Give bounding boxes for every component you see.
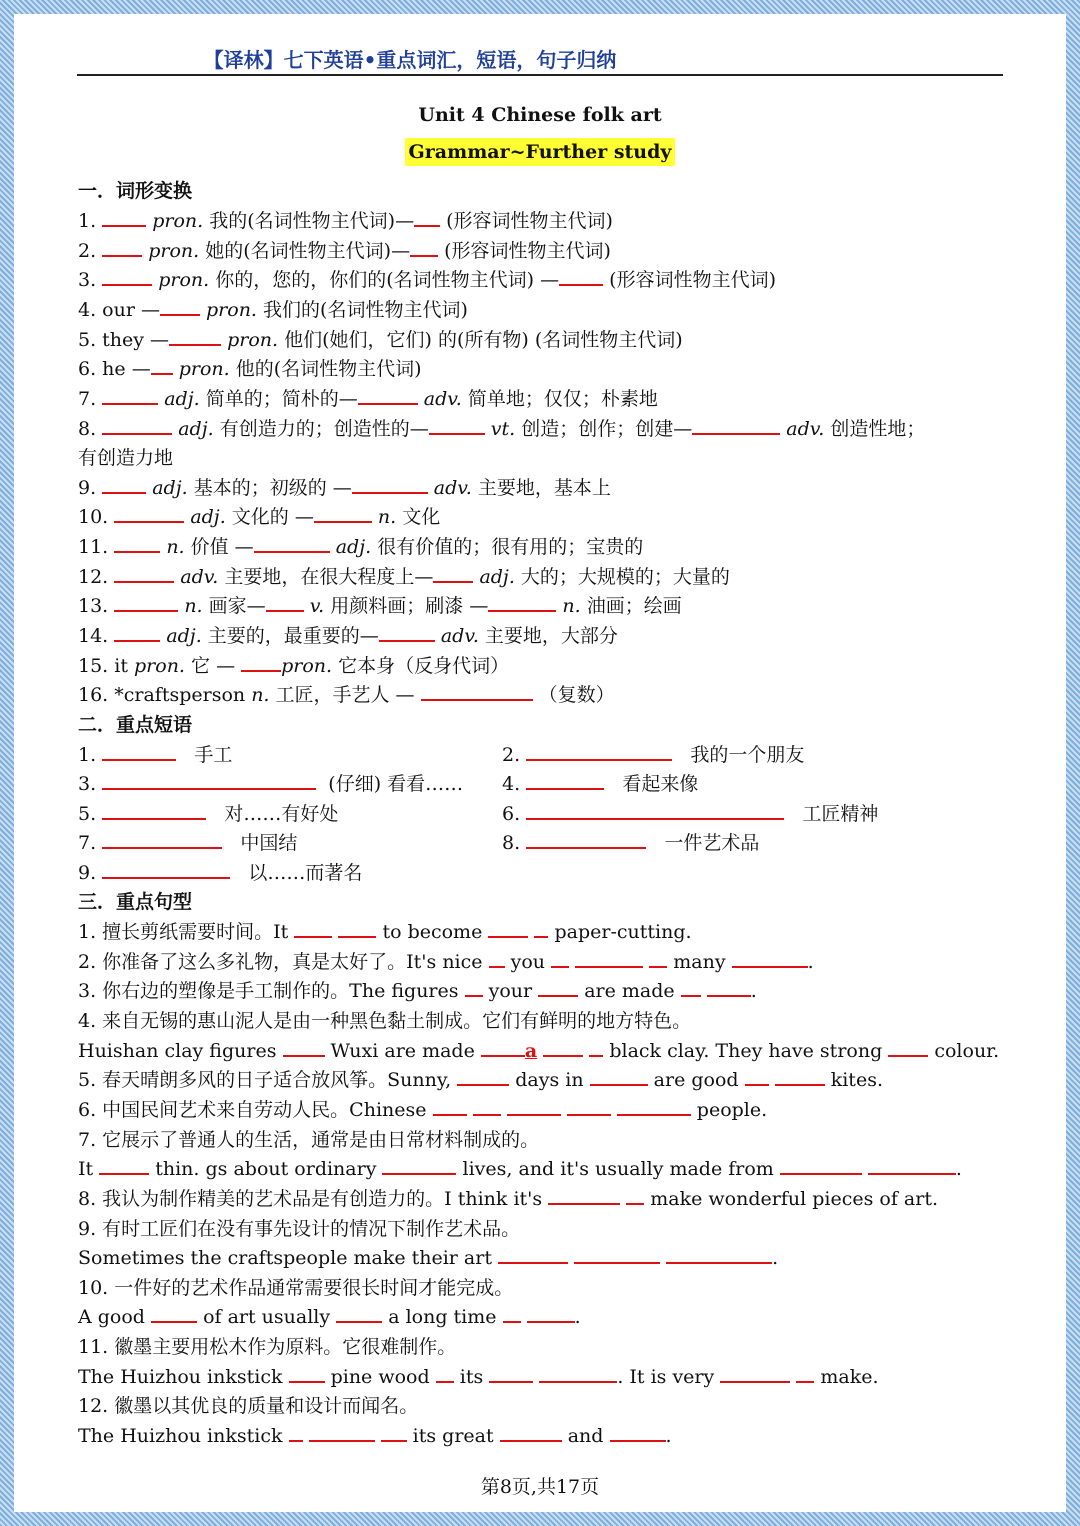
- text-fragment: (形容词性物主代词): [444, 240, 611, 262]
- answer-blank[interactable]: [151, 357, 173, 375]
- word-form-item: [78, 653, 509, 679]
- part-of-speech: adv.: [786, 418, 825, 440]
- answer-blank[interactable]: [457, 1068, 509, 1086]
- text-fragment: 我的一个朋友: [690, 744, 805, 766]
- text-fragment: 5. 春天晴朗多风的日子适合放风筝。Sunny,: [78, 1069, 452, 1091]
- answer-blank[interactable]: [309, 1424, 375, 1442]
- answer-blank[interactable]: [294, 920, 332, 938]
- word-form-item: [78, 593, 682, 619]
- text-fragment: 文化的 —: [231, 506, 314, 528]
- text-fragment: 9.: [78, 477, 97, 499]
- part-of-speech: pron.: [227, 329, 279, 351]
- sentence-item-english: [78, 1038, 999, 1064]
- text-fragment: 一件艺术品: [664, 832, 760, 854]
- answer-blank[interactable]: [465, 979, 483, 997]
- text-fragment: its: [459, 1366, 484, 1388]
- part-of-speech: pron.: [206, 299, 257, 321]
- part-of-speech: n.: [166, 536, 185, 558]
- text-fragment: 很有价值的；很有用的；宝贵的: [377, 536, 644, 558]
- part-of-speech: adj.: [335, 536, 372, 558]
- text-fragment: 6. he —: [78, 358, 151, 380]
- section-heading-phrases: 二．重点短语: [78, 714, 193, 736]
- sentence-item-english: The Huizhou inkstick its great and .: [78, 1425, 672, 1447]
- answer-blank[interactable]: [114, 535, 160, 553]
- sentence-item: [78, 1186, 938, 1212]
- text-fragment: 2.: [78, 240, 97, 262]
- answer-blank[interactable]: [543, 1039, 583, 1057]
- answer-blank[interactable]: [266, 594, 304, 612]
- answer-blank[interactable]: [489, 1365, 533, 1383]
- answer-blank[interactable]: [338, 920, 376, 938]
- answer-blank[interactable]: [336, 1305, 382, 1323]
- sentence-item: 2. 你准备了这么多礼物，真是太好了。It's nice you many .: [78, 951, 814, 973]
- part-of-speech: pron.: [134, 655, 185, 677]
- text-fragment: 14.: [78, 625, 109, 647]
- text-fragment: 她的(名词性物主代词)—: [205, 240, 411, 262]
- part-of-speech: pron.: [148, 240, 200, 262]
- text-fragment: 5. they —: [78, 329, 170, 351]
- part-of-speech: n.: [251, 684, 270, 706]
- text-fragment: A good: [78, 1306, 145, 1328]
- section-heading-sentences: 三．重点句型: [78, 891, 193, 913]
- text-fragment: 5.: [78, 803, 97, 825]
- text-fragment: 主要的，最重要的—: [207, 625, 379, 647]
- answer-blank[interactable]: [574, 1246, 660, 1264]
- word-form-item-continued: 有创造力地: [78, 447, 174, 469]
- text-fragment: 1. 擅长剪纸需要时间。It: [78, 921, 289, 943]
- text-fragment: 有创造力的；创造性的—: [219, 418, 429, 440]
- answer-blank[interactable]: [526, 743, 672, 761]
- sentence-item: 7. 它展示了普通人的生活，通常是由日常材料制成的。: [78, 1129, 540, 1151]
- part-of-speech: pron.: [178, 358, 230, 380]
- answer-blank[interactable]: [114, 565, 174, 583]
- answer-blank[interactable]: [559, 268, 603, 286]
- sentence-item: 4. 来自无锡的惠山泥人是由一种黑色黏土制成。它们有鲜明的地方特色。: [78, 1010, 692, 1032]
- sentence-item: 3. 你右边的塑像是手工制作的。The figures your are made .: [78, 980, 757, 1002]
- answer-blank[interactable]: [358, 387, 418, 405]
- text-fragment: 7.: [78, 388, 97, 410]
- text-fragment: 3. 你右边的塑像是手工制作的。The figures: [78, 980, 459, 1002]
- answer-blank[interactable]: [429, 417, 485, 435]
- part-of-speech: adj.: [190, 506, 226, 528]
- answer-blank[interactable]: [381, 1424, 407, 1442]
- text-fragment: 它本身（反身代词）: [338, 655, 510, 677]
- answer-blank[interactable]: [610, 1424, 666, 1442]
- answer-blank[interactable]: [102, 417, 172, 435]
- phrase-item: [502, 771, 698, 797]
- answer-blank[interactable]: [489, 950, 505, 968]
- text-fragment: its great: [412, 1425, 494, 1447]
- word-form-item: [78, 327, 683, 353]
- text-fragment: black clay. They have strong: [609, 1040, 883, 1062]
- answer-blank[interactable]: [102, 476, 146, 494]
- text-fragment: 1.: [78, 744, 97, 766]
- part-of-speech: n.: [562, 595, 581, 617]
- lesson-subtitle: Grammar~Further study: [405, 138, 676, 166]
- text-fragment: 以……而著名: [248, 862, 363, 884]
- answer-blank[interactable]: [102, 743, 176, 761]
- text-fragment: Sometimes the craftspeople make their art: [78, 1247, 492, 1269]
- answer-blank[interactable]: [617, 1098, 691, 1116]
- text-fragment: of art usually: [203, 1306, 331, 1328]
- part-of-speech: n.: [377, 506, 397, 528]
- part-of-speech: adj.: [479, 566, 515, 588]
- text-fragment: （复数）: [538, 684, 615, 706]
- text-fragment: 3.: [78, 269, 97, 291]
- text-fragment: 画家—: [208, 595, 266, 617]
- text-fragment: and: [567, 1425, 604, 1447]
- text-fragment: 6.: [502, 803, 521, 825]
- text-fragment: 13.: [78, 595, 109, 617]
- answer-blank[interactable]: [745, 1068, 769, 1086]
- text-fragment: 它 —: [191, 655, 236, 677]
- answer-blank[interactable]: [102, 802, 206, 820]
- answer-blank[interactable]: [526, 772, 604, 790]
- answer-blank[interactable]: [421, 683, 533, 701]
- text-fragment: 9.: [78, 862, 97, 884]
- phrase-item: [502, 830, 759, 856]
- answer-blank[interactable]: [498, 1246, 568, 1264]
- text-fragment: 简单的；简朴的—: [205, 388, 358, 410]
- answer-blank[interactable]: [692, 417, 780, 435]
- answer-blank[interactable]: [102, 239, 142, 257]
- answer-blank[interactable]: [527, 1305, 575, 1323]
- part-of-speech: adj.: [178, 418, 214, 440]
- answer-blank[interactable]: [538, 979, 578, 997]
- answer-blank[interactable]: [888, 1039, 928, 1057]
- text-fragment: 用颜料画；刷漆 —: [330, 595, 489, 617]
- section-heading-word-forms: 一．词形变换: [78, 180, 193, 202]
- answer-blank[interactable]: [151, 1305, 197, 1323]
- text-fragment: your: [488, 980, 533, 1002]
- text-fragment: 3.: [78, 773, 97, 795]
- word-form-item: [78, 682, 615, 708]
- answer-blank[interactable]: [114, 594, 178, 612]
- part-of-speech: pron.: [152, 210, 204, 232]
- answer-blank[interactable]: [626, 1187, 644, 1205]
- answer-blank[interactable]: [732, 950, 808, 968]
- text-fragment: paper-cutting.: [554, 921, 692, 943]
- answer-blank[interactable]: [488, 594, 556, 612]
- document-header: 【译林】七下英语•重点词汇，短语，句子归纳: [203, 48, 617, 72]
- part-of-speech: adj.: [166, 625, 202, 647]
- answer-blank[interactable]: [102, 387, 158, 405]
- word-form-item: [78, 504, 440, 530]
- answer-blank[interactable]: [102, 772, 316, 790]
- text-fragment: are made: [584, 980, 675, 1002]
- answer-blank[interactable]: [488, 920, 528, 938]
- answer-blank[interactable]: [289, 1424, 303, 1442]
- part-of-speech: adv.: [180, 566, 219, 588]
- answer-blank[interactable]: [414, 209, 440, 227]
- text-fragment: 创造；创作；创建—: [521, 418, 693, 440]
- sentence-item: 9. 有时工匠们在没有事先设计的情况下制作艺术品。: [78, 1218, 521, 1240]
- answer-blank[interactable]: [589, 1039, 603, 1057]
- answer-blank[interactable]: [433, 1098, 467, 1116]
- text-fragment: The Huizhou inkstick: [78, 1425, 283, 1447]
- worksheet-page: [14, 14, 1066, 1512]
- text-fragment: lives, and it's usually made from: [462, 1158, 774, 1180]
- text-fragment: many: [673, 951, 726, 973]
- sentence-item-english: Sometimes the craftspeople make their art .: [78, 1247, 779, 1269]
- answer-blank[interactable]: [473, 1098, 501, 1116]
- answer-blank[interactable]: [868, 1157, 956, 1175]
- text-fragment: 我的(名词性物主代词)—: [209, 210, 415, 232]
- text-fragment: 主要地，基本上: [477, 477, 611, 499]
- answer-blank[interactable]: [169, 328, 221, 346]
- word-form-item: [78, 356, 422, 382]
- sentence-item: 11. 徽墨主要用松木作为原料。它很难制作。: [78, 1336, 457, 1358]
- text-fragment: 你的，您的，你们的(名词性物主代词) —: [215, 269, 560, 291]
- phrase-item: [502, 742, 804, 768]
- text-fragment: 看起来像: [622, 773, 699, 795]
- text-fragment: 对……有好处: [224, 803, 339, 825]
- text-fragment: days in: [515, 1069, 584, 1091]
- answer-blank[interactable]: [526, 831, 646, 849]
- text-fragment: you: [510, 951, 546, 973]
- phrase-item: [502, 801, 878, 827]
- text-fragment: pine wood: [330, 1366, 430, 1388]
- text-fragment: 4.: [502, 773, 521, 795]
- text-fragment: 他的(名词性物主代词): [235, 358, 422, 380]
- text-fragment: (仔细) 看看……: [328, 773, 464, 795]
- answer-blank[interactable]: [289, 1365, 325, 1383]
- answer-blank[interactable]: [102, 209, 146, 227]
- answer-blank[interactable]: [503, 1305, 521, 1323]
- text-fragment: make.: [820, 1366, 879, 1388]
- word-form-item: [78, 475, 611, 501]
- answer-blank[interactable]: [102, 831, 222, 849]
- phrase-item: [78, 830, 297, 856]
- text-fragment: The Huizhou inkstick: [78, 1366, 283, 1388]
- answer-blank[interactable]: [314, 505, 372, 523]
- part-of-speech: adj.: [152, 477, 188, 499]
- part-of-speech: v.: [309, 595, 325, 617]
- text-fragment: 简单地；仅仅；朴素地: [467, 388, 658, 410]
- text-fragment: 1.: [78, 210, 97, 232]
- answer-blank[interactable]: [526, 802, 784, 820]
- part-of-speech: adv.: [433, 477, 472, 499]
- text-fragment: 11.: [78, 536, 109, 558]
- answer-blank[interactable]: [160, 298, 200, 316]
- text-fragment: 基本的；初级的 —: [193, 477, 352, 499]
- part-of-speech: adv.: [440, 625, 479, 647]
- answer-blank[interactable]: [254, 535, 330, 553]
- text-fragment: 8. 我认为制作精美的艺术品是有创造力的。I think it's: [78, 1188, 543, 1210]
- answer-blank[interactable]: [575, 950, 643, 968]
- answer-blank[interactable]: [500, 1424, 562, 1442]
- answer-blank[interactable]: [382, 1157, 456, 1175]
- text-fragment: 创造性地；: [830, 418, 926, 440]
- text-fragment: 主要地，在很大程度上—: [224, 566, 434, 588]
- header-rule: [77, 74, 1003, 76]
- text-fragment: to become: [382, 921, 483, 943]
- answer-blank[interactable]: [283, 1039, 325, 1057]
- part-of-speech: adv.: [423, 388, 462, 410]
- sentence-item: [78, 1097, 767, 1123]
- text-fragment: . It is very: [617, 1366, 715, 1388]
- text-fragment: 2. 你准备了这么多礼物，真是太好了。It's nice: [78, 951, 483, 973]
- text-fragment: 6. 中国民间艺术来自劳动人民。Chinese: [78, 1099, 427, 1121]
- text-fragment: Huishan clay figures: [78, 1040, 277, 1062]
- sentence-item-english: It thin. gs about ordinary lives, and it's usually made from .: [78, 1158, 962, 1180]
- answer-blank[interactable]: [379, 624, 435, 642]
- answer-blank[interactable]: [410, 239, 438, 257]
- text-fragment: (形容词性物主代词): [609, 269, 776, 291]
- text-fragment: make wonderful pieces of art.: [650, 1188, 938, 1210]
- answer-blank[interactable]: [567, 1098, 611, 1116]
- unit-title: Unit 4 Chinese folk art: [418, 104, 662, 126]
- phrase-item: [78, 801, 338, 827]
- sentence-item: [78, 919, 692, 945]
- text-fragment: 他们(她们，它们) 的(所有物) (名词性物主代词): [284, 329, 683, 351]
- text-fragment: 主要地，大部分: [484, 625, 618, 647]
- answer-blank[interactable]: [114, 505, 184, 523]
- phrase-item: [78, 860, 362, 886]
- text-fragment: 工匠精神: [802, 803, 879, 825]
- text-fragment: 油画；绘画: [586, 595, 682, 617]
- text-fragment: It: [78, 1158, 94, 1180]
- text-fragment: a long time: [388, 1306, 497, 1328]
- word-form-item: [78, 564, 730, 590]
- word-form-item: [78, 238, 611, 264]
- phrase-item: [78, 742, 232, 768]
- text-fragment: people.: [696, 1099, 768, 1121]
- answer-blank[interactable]: [649, 950, 667, 968]
- answer-blank[interactable]: [780, 1157, 862, 1175]
- answer-blank[interactable]: [102, 861, 230, 879]
- text-fragment: (形容词性物主代词): [446, 210, 613, 232]
- text-fragment: 8.: [78, 418, 97, 440]
- part-of-speech: adj.: [164, 388, 200, 410]
- answer-blank[interactable]: [102, 268, 152, 286]
- answer-blank[interactable]: [775, 1068, 825, 1086]
- answer-blank[interactable]: [114, 624, 160, 642]
- answer-blank[interactable]: [666, 1246, 772, 1264]
- answer-blank[interactable]: [551, 950, 569, 968]
- sentence-item: [78, 1067, 883, 1093]
- text-fragment: 16. *craftsperson: [78, 684, 246, 706]
- text-fragment: 文化: [402, 506, 441, 528]
- part-of-speech: vt.: [490, 418, 516, 440]
- part-of-speech: pron.: [281, 655, 333, 677]
- answer-blank[interactable]: [548, 1187, 620, 1205]
- answer-blank[interactable]: [539, 1365, 617, 1383]
- sentence-item: 12. 徽墨以其优良的质量和设计而闻名。: [78, 1395, 419, 1417]
- answer-blank[interactable]: [507, 1098, 561, 1116]
- answer-blank[interactable]: [720, 1365, 790, 1383]
- text-fragment: 15. it: [78, 655, 128, 677]
- part-of-speech: pron.: [158, 269, 210, 291]
- text-fragment: 10.: [78, 506, 109, 528]
- text-fragment: 4. our —: [78, 299, 160, 321]
- answer-blank[interactable]: [681, 979, 701, 997]
- part-of-speech: n.: [184, 595, 203, 617]
- sentence-item: 10. 一件好的艺术作品通常需要很长时间才能完成。: [78, 1277, 514, 1299]
- text-fragment: 8.: [502, 832, 521, 854]
- text-fragment: 2.: [502, 744, 521, 766]
- text-fragment: 工匠，手艺人 —: [275, 684, 415, 706]
- text-fragment: kites.: [830, 1069, 883, 1091]
- text-fragment: 中国结: [240, 832, 298, 854]
- text-fragment: are good: [653, 1069, 739, 1091]
- text-fragment: Wuxi are made: [330, 1040, 475, 1062]
- answer-blank[interactable]: [707, 979, 751, 997]
- word-form-item: [78, 297, 468, 323]
- word-form-item: [78, 208, 613, 234]
- text-fragment: 7.: [78, 832, 97, 854]
- page-number: 第8页,共17页: [480, 1476, 600, 1498]
- answer-blank[interactable]: [436, 1365, 454, 1383]
- word-form-item: [78, 623, 618, 649]
- text-fragment: 大的；大规模的；大量的: [520, 566, 730, 588]
- word-form-item: [78, 416, 925, 442]
- answer-blank[interactable]: [241, 654, 281, 672]
- text-fragment: 手工: [194, 744, 233, 766]
- text-fragment: 价值 —: [190, 536, 254, 558]
- answer-blank[interactable]: [796, 1365, 814, 1383]
- sentence-item-english: A good of art usually a long time .: [78, 1306, 581, 1328]
- phrase-item: [78, 771, 463, 797]
- text-fragment: 12.: [78, 566, 109, 588]
- answer-blank[interactable]: [481, 1039, 525, 1057]
- text-fragment: colour.: [934, 1040, 1000, 1062]
- answer-blank[interactable]: [433, 565, 473, 583]
- answer-blank[interactable]: [590, 1068, 648, 1086]
- text-fragment: thin. gs about ordinary: [155, 1158, 377, 1180]
- text-fragment: 我们的(名词性物主代词): [263, 299, 468, 321]
- answer-blank[interactable]: [534, 920, 548, 938]
- word-form-item: [78, 386, 658, 412]
- text-fragment: a: [524, 1040, 538, 1062]
- sentence-item-english: [78, 1364, 879, 1390]
- word-form-item: [78, 267, 776, 293]
- word-form-item: [78, 534, 643, 560]
- answer-blank[interactable]: [99, 1157, 149, 1175]
- answer-blank[interactable]: [352, 476, 428, 494]
